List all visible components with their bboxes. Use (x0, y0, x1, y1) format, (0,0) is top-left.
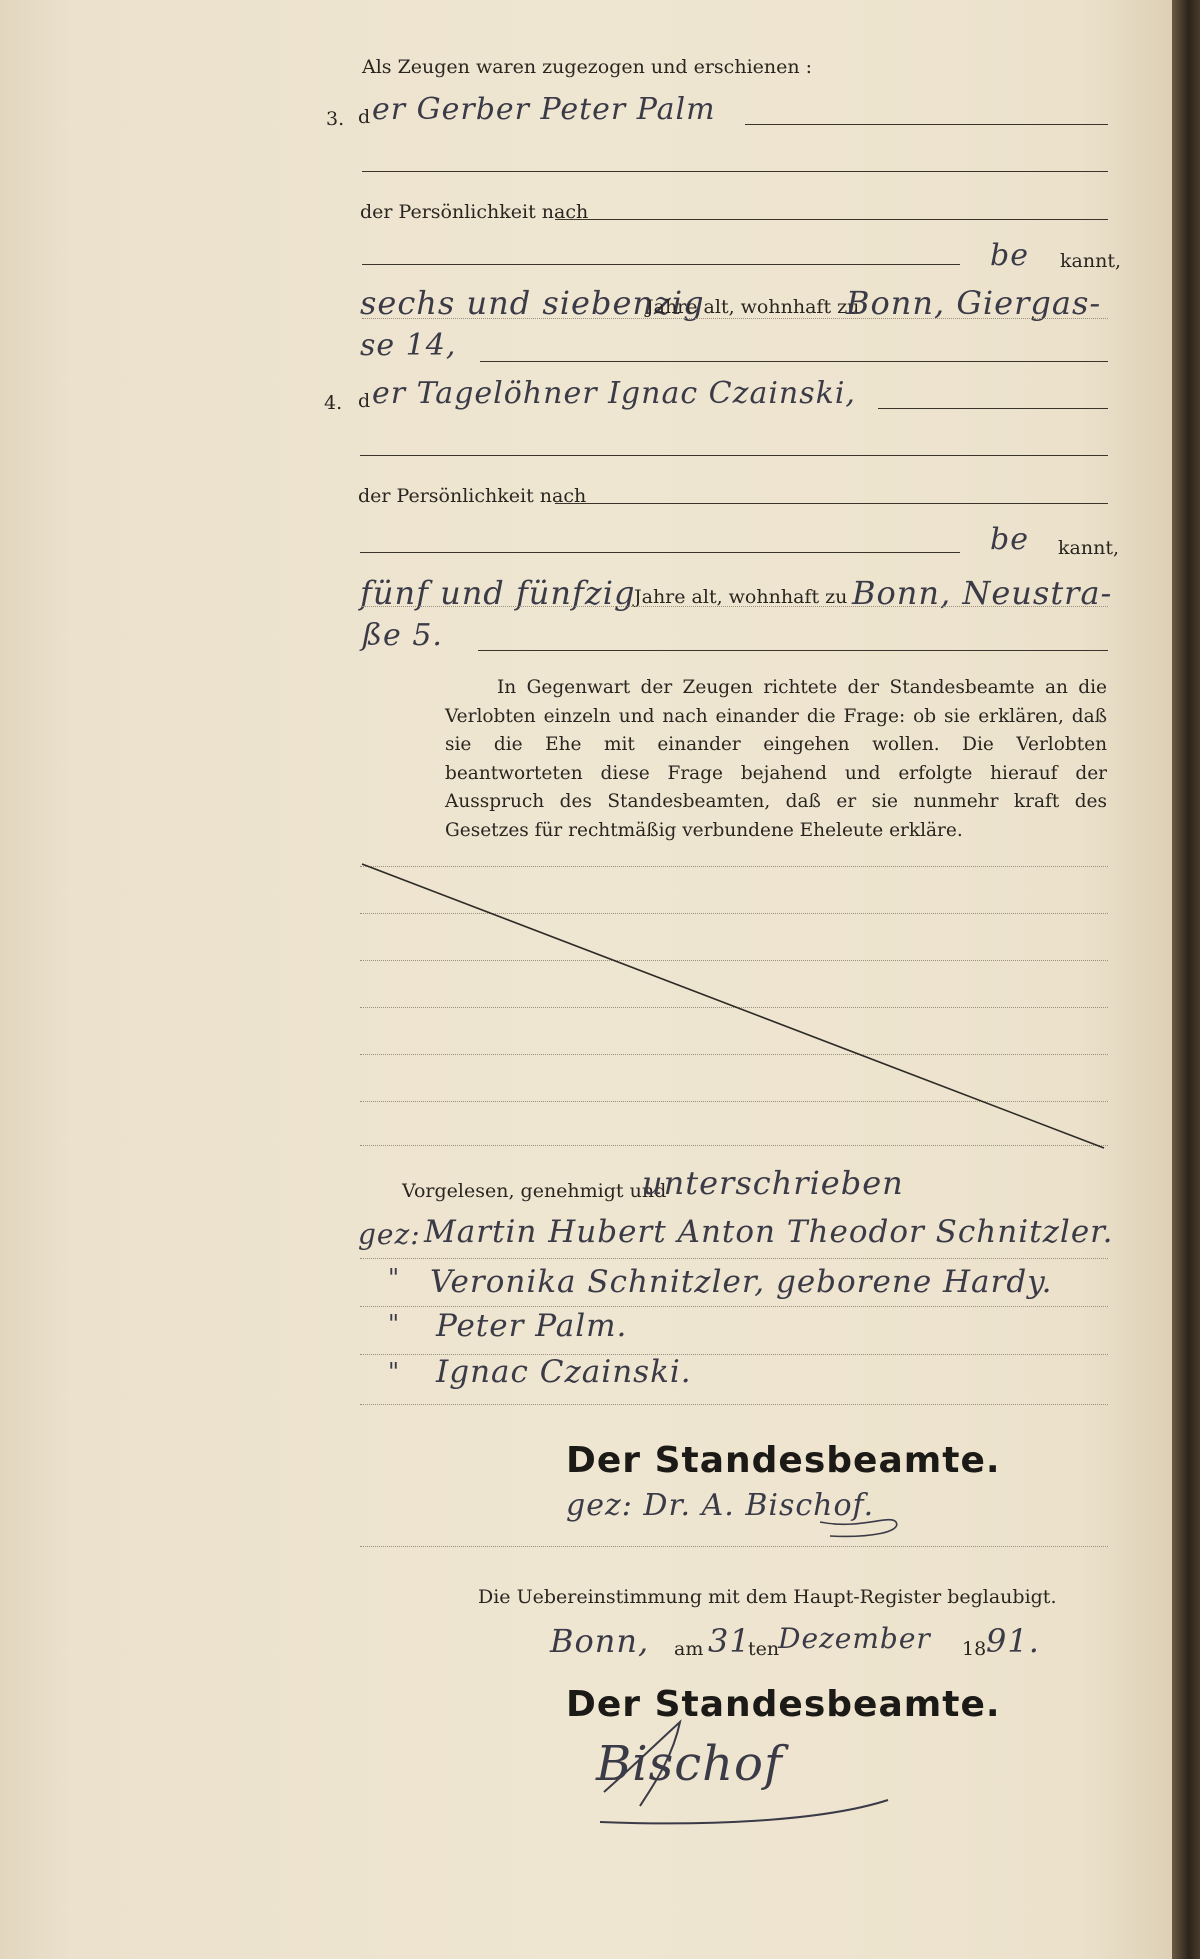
witness3-number: 3. (326, 108, 345, 130)
signature-prefix: " (388, 1310, 401, 1338)
signature-prefix: " (388, 1358, 401, 1386)
witness4-age: fünf und fünfzig (360, 574, 636, 612)
rule (360, 455, 1108, 456)
signature-prefix: " (388, 1264, 401, 1292)
rule (555, 503, 1108, 504)
witness3-name: er Gerber Peter Palm (372, 92, 716, 127)
dotted-rule (360, 1007, 1108, 1008)
signature-line: Peter Palm. (436, 1308, 628, 1344)
witness3-residence-cont: se 14, (360, 328, 457, 363)
registrar-title: Der Standesbeamte. (566, 1684, 1001, 1725)
dotted-rule (362, 318, 1108, 319)
rule (362, 264, 960, 265)
witness4-prefix: d (358, 390, 371, 412)
signature-line: Ignac Czainski. (436, 1354, 692, 1390)
certification-place: Bonn, (550, 1622, 650, 1660)
rule (745, 124, 1108, 125)
witness3-prefix: d (358, 106, 371, 128)
certification-ten: ten (748, 1638, 780, 1660)
witness4-personality-label: der Persönlichkeit nach (358, 485, 587, 507)
witness3-personality-label: der Persönlichkeit nach (360, 201, 589, 223)
certification-year: 91. (986, 1622, 1040, 1660)
signature-prefix: gez: (358, 1218, 421, 1251)
rule (478, 650, 1108, 651)
dotted-rule (362, 606, 1108, 607)
witness4-known: be (990, 522, 1029, 557)
registrar-signature: gez: Dr. A. Bischof. (566, 1488, 875, 1523)
rule (480, 361, 1108, 362)
witness4-known-suffix: kannt, (1058, 537, 1119, 559)
dotted-rule (360, 1546, 1108, 1547)
witness4-name: er Tagelöhner Ignac Czainski, (372, 376, 856, 411)
rule (878, 408, 1108, 409)
rule (555, 219, 1108, 220)
certification-year-prefix: 18 (962, 1638, 987, 1660)
dotted-rule (360, 1404, 1108, 1405)
signatures-label-hw: unterschrieben (642, 1164, 904, 1202)
witness3-known-suffix: kannt, (1060, 250, 1121, 272)
certification-day: 31 (708, 1622, 751, 1660)
dotted-rule (360, 1306, 1108, 1307)
signatures-label: Vorgelesen, genehmigt und (402, 1180, 667, 1202)
witness3-residence: Bonn, Giergas- (846, 284, 1102, 322)
signature-line: Veronika Schnitzler, geborene Hardy. (430, 1264, 1053, 1300)
registrar-signature: Bischof (596, 1736, 783, 1792)
rule (362, 171, 1108, 172)
rule (360, 552, 960, 553)
witness4-residence: Bonn, Neustra- (852, 574, 1113, 612)
signature-line: Martin Hubert Anton Theodor Schnitzler. (424, 1214, 1114, 1250)
witness4-residence-cont: ße 5. (362, 618, 443, 653)
witness3-age: sechs und siebenzig (360, 284, 705, 322)
dotted-rule (360, 1145, 1108, 1146)
certification-am: am (674, 1638, 704, 1660)
registrar-title: Der Standesbeamte. (566, 1440, 1001, 1481)
certification-text: Die Uebereinstimmung mit dem Haupt-Register beglaubigt. (478, 1586, 1057, 1608)
book-spine (1172, 0, 1200, 1959)
dotted-rule (360, 1054, 1108, 1055)
witness4-number: 4. (324, 392, 343, 414)
dotted-rule (360, 913, 1108, 914)
witnesses-intro: Als Zeugen waren zugezogen und erschienen : (362, 56, 813, 78)
dotted-rule (360, 866, 1108, 867)
declaration-paragraph: In Gegenwart der Zeugen richtete der Standesbeamte an die Verlobten einzeln und nach einander die Frage: ob sie erklären, daß sie die Ehe mit einander eingehen wollen. Die Verlobten beantworteten diese Frage bejahend und erfolgte hierauf der Ausspruch des Standesbeamten, daß er sie nunmehr kraft des Gesetzes für rechtmäßig verbundene Eheleute erkläre. (445, 677, 1107, 841)
dotted-rule (360, 960, 1108, 961)
dotted-rule (360, 1258, 1108, 1259)
certification-month: Dezember (778, 1622, 931, 1655)
witness3-age-label: Jahre alt, wohnhaft zu (646, 296, 860, 318)
witness4-age-label: Jahre alt, wohnhaft zu (634, 586, 848, 608)
witness3-known: be (990, 238, 1029, 273)
dotted-rule (360, 1101, 1108, 1102)
